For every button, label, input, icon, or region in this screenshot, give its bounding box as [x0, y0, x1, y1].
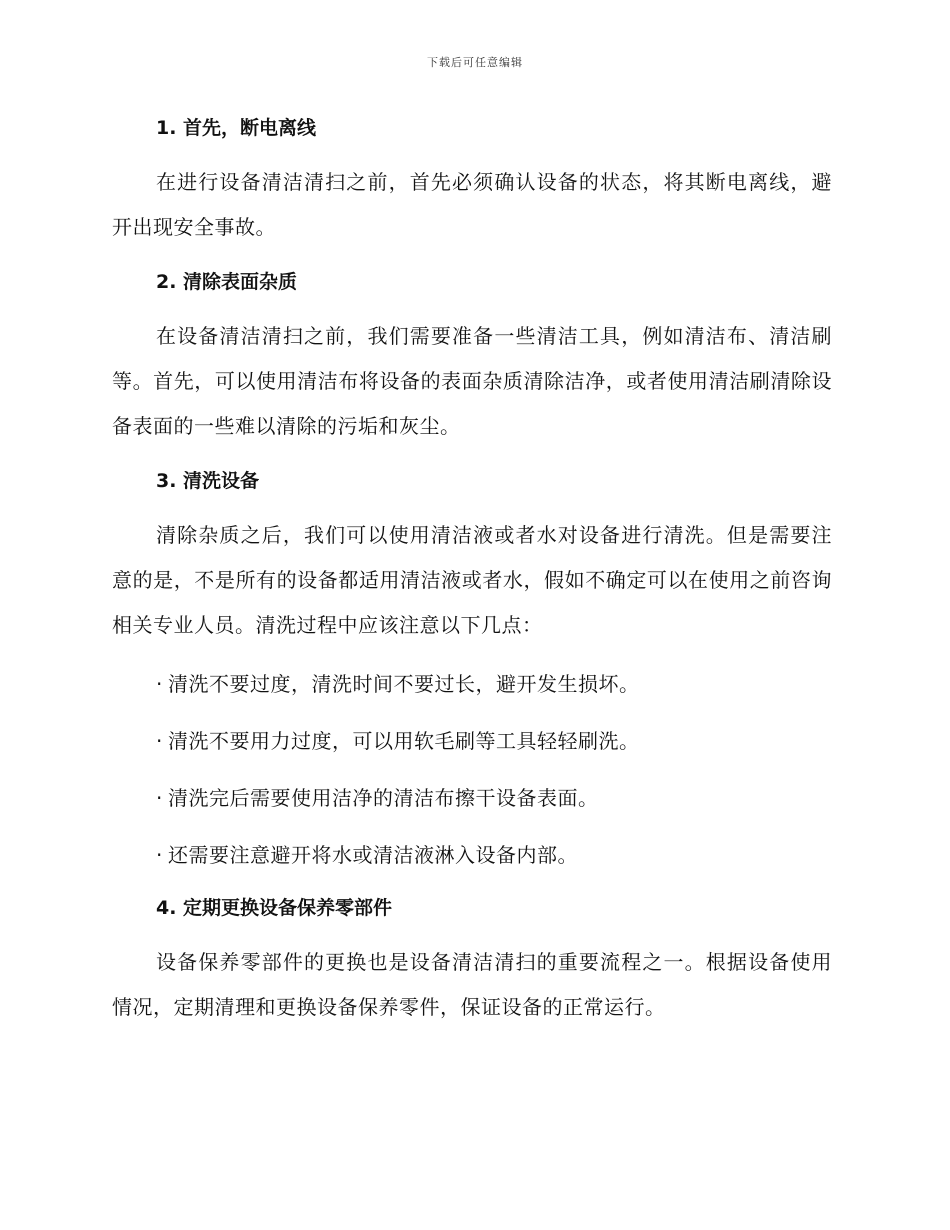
document-body	[112, 110, 832, 1044]
bullet-text: 清洗不要用力过度，可以用软毛刷等工具轻轻刷洗。	[168, 729, 640, 753]
bullet-text: 清洗完后需要使用洁净的清洁布擦干设备表面。	[168, 786, 599, 810]
bullet-item	[156, 662, 832, 707]
bullet-item	[156, 776, 832, 821]
bullet-dot: ·	[156, 672, 163, 696]
section-heading-4: 4. 定期更换设备保养零部件	[156, 897, 393, 919]
section-paragraph-2: 在设备清洁清扫之前，我们需要准备一些清洁工具，例如清洁布、清洁刷等。首先，可以使用清洁布将设备的表面杂质清除洁净，或者使用清洁刷清除设备表面的一些难以清除的污垢和灰尘。	[112, 324, 832, 438]
bullet-text: 还需要注意避开将水或清洁液淋入设备内部。	[168, 843, 578, 867]
bullet-dot: ·	[156, 786, 163, 810]
bullet-item	[156, 719, 832, 764]
bullet-dot: ·	[156, 729, 163, 753]
section-paragraph-4: 设备保养零部件的更换也是设备清洁清扫的重要流程之一。根据设备使用情况，定期清理和更换设备保养零件，保证设备的正常运行。	[112, 950, 832, 1019]
header-note: 下载后可任意编辑	[427, 56, 523, 69]
section-heading-2: 2. 清除表面杂质	[156, 271, 298, 293]
bullet-item	[156, 833, 832, 878]
section-heading-3: 3. 清洗设备	[156, 470, 260, 492]
bullet-dot: ·	[156, 843, 163, 867]
section-paragraph-3: 清除杂质之后，我们可以使用清洁液或者水对设备进行清洗。但是需要注意的是，不是所有的设备都适用清洁液或者水，假如不确定可以在使用之前咨询相关专业人员。清洗过程中应该注意以下几点：	[112, 523, 832, 637]
section-heading-1: 1. 首先，断电离线	[156, 117, 317, 139]
bullet-text: 清洗不要过度，清洗时间不要过长，避开发生损坏。	[168, 672, 640, 696]
section-paragraph-1: 在进行设备清洁清扫之前，首先必须确认设备的状态，将其断电离线，避开出现安全事故。	[112, 170, 832, 239]
